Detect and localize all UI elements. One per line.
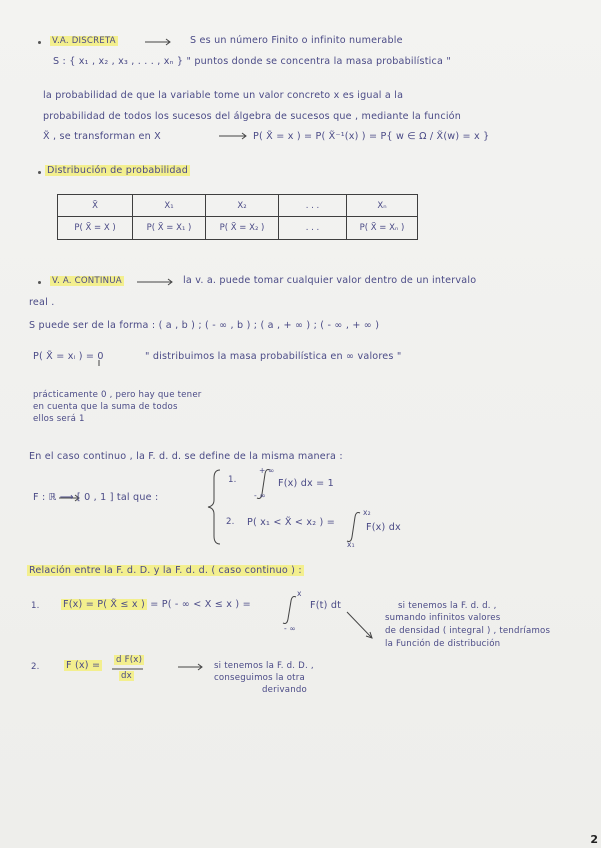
heading-label: V.A. DISCRETA: [52, 36, 116, 46]
line-8: S puede ser de la forma : ( a , b ) ; ( - ∞ , b ) ; ( a , + ∞ ) ; ( - ∞ , + ∞ ): [29, 320, 380, 331]
rel-2-denominator: dx: [121, 671, 132, 681]
table-row: [58, 217, 418, 240]
table-cell: P( X̃ = X ): [58, 217, 133, 240]
int3-lower: - ∞: [284, 624, 296, 633]
heading-distribucion-label: Distribución de probabilidad: [47, 165, 188, 176]
distribution-table: [57, 194, 418, 240]
table-cell: . . .: [279, 217, 347, 240]
line-6: la v. a. puede tomar cualquier valor dentro de un intervalo: [183, 275, 477, 286]
rel-2-numerator: d F(x): [116, 655, 143, 665]
table-cell: P( X̃ = X₂ ): [206, 217, 279, 240]
line-9b: " distribuimos la masa probabilística en ∞ valores ": [145, 351, 402, 362]
rel-1-note-2: sumando infinitos valores: [385, 613, 501, 623]
rel-1-num: 1.: [31, 601, 40, 611]
relation-heading-label: Relación entre la F. d. D. y la F. d. d. ( caso continuo ) :: [29, 565, 302, 576]
rel-1-int: F(t) dt: [310, 600, 342, 611]
table-cell: X₁: [133, 195, 206, 217]
line-4: probabilidad de todos los sucesos del álgebra de sucesos que , mediante la función: [43, 111, 462, 122]
line-5a: X̃ , se transforman en X: [43, 131, 161, 142]
note-2: en cuenta que la suma de todos: [33, 402, 178, 412]
line-7: real .: [29, 297, 55, 308]
table-cell: X₂: [206, 195, 279, 217]
note-1: prácticamente 0 , pero hay que tener: [33, 390, 202, 400]
int2-upper: x₂: [363, 508, 371, 517]
rel-1-note-1: si tenemos la F. d. d. ,: [398, 601, 497, 611]
page-number: 2: [590, 833, 598, 846]
rel-1-note-4: la Función de distribución: [385, 639, 501, 649]
f-domain: F : ℝ ⟶ [ 0 , 1 ] tal que :: [33, 492, 159, 503]
rel-1-rhs: = P( - ∞ < X ≤ x ) =: [150, 599, 251, 610]
heading-va-discreta: [50, 36, 118, 46]
int3-upper: x: [297, 589, 302, 598]
table-cell: X̃: [58, 195, 133, 217]
rel-2-lhs-label: F (x) =: [66, 660, 101, 671]
line-2: S : { x₁ , x₂ , x₃ , . . . , xₙ } " puntos donde se concentra la masa probabilística ": [53, 56, 451, 67]
cond-2: 2.: [226, 517, 235, 527]
relation-heading: [27, 565, 304, 576]
int1-lower: - ∞: [254, 491, 266, 500]
line-9a: P( X̃ = xᵢ ) = 0: [33, 351, 104, 362]
table-cell: P( X̃ = Xₙ ): [347, 217, 418, 240]
line-1: S es un número Finito o infinito numerable: [190, 35, 403, 46]
note-3: ellos será 1: [33, 414, 85, 424]
rel-1-note-3: de densidad ( integral ) , tendríamos: [385, 626, 551, 636]
line-5b: P( X̃ = x ) = P( X̃⁻¹(x) ) = P{ w ∈ Ω / X̃(w) = x }: [253, 131, 490, 142]
table-row: [58, 195, 418, 217]
rel-2-note-2: conseguimos la otra: [214, 673, 305, 683]
table-cell: Xₙ: [347, 195, 418, 217]
heading-label: V. A. CONTINUA: [52, 276, 122, 286]
rel-2-note-1: si tenemos la F. d. D. ,: [214, 661, 314, 671]
table-cell: P( X̃ = X₁ ): [133, 217, 206, 240]
table-cell: . . .: [279, 195, 347, 217]
heading-distribucion: [45, 165, 190, 176]
heading-va-continua: [50, 276, 124, 286]
cond-2-expr: P( x₁ < X̃ < x₂ ) =: [247, 517, 335, 528]
cond-2-int: F(x) dx: [366, 522, 401, 533]
cond-1: 1.: [228, 475, 237, 485]
line-3: la probabilidad de que la variable tome un valor concreto x es igual a la: [43, 90, 404, 101]
int1-upper: + ∞: [259, 466, 275, 475]
rel-1-expr: [61, 599, 251, 610]
rel-2-note-3: derivando: [262, 685, 307, 695]
rel-2-num: 2.: [31, 662, 40, 672]
rel-2-lhs: [64, 660, 102, 671]
rel-1-lhs: F(x) = P( X̃ ≤ x ): [63, 599, 145, 610]
int2-lower: x₁: [347, 540, 355, 549]
line-10: En el caso continuo , la F. d. d. se define de la misma manera :: [29, 451, 343, 462]
cond-1-expr: F(x) dx = 1: [278, 478, 334, 489]
